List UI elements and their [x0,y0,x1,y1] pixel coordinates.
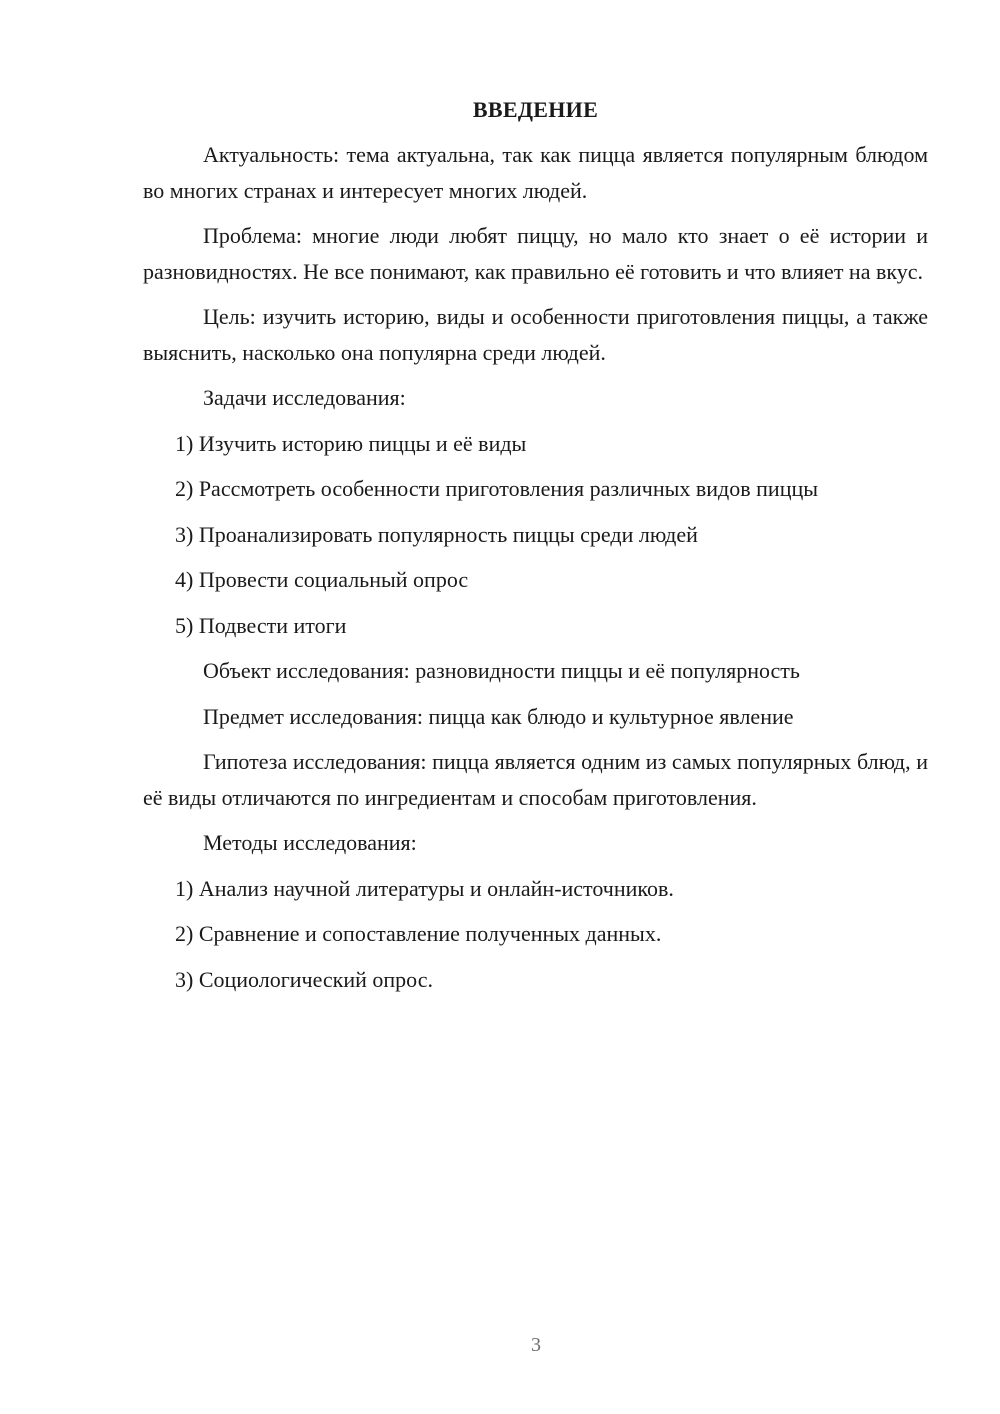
document-body [143,95,928,1007]
section-heading: ВВЕДЕНИЕ [472,97,599,122]
page-number: 3 [531,1334,541,1356]
relevance-paragraph: Актуальность: тема актуальна, так как пицца является популярным блюдом во многих странах и интересует многих людей. [143,142,928,203]
hypothesis-paragraph: Гипотеза исследования: пицца является одним из самых популярных блюд, и её виды отличаются по ингредиентам и способам приготовления. [143,749,928,810]
subject-line: Предмет исследования: пицца как блюдо и культурное явление [203,703,794,729]
method-item-3: 3) Социологический опрос. [175,966,433,992]
task-item-3: 3) Проанализировать популярность пиццы среди людей [175,521,698,547]
goal-paragraph: Цель: изучить историю, виды и особенности приготовления пиццы, а также выяснить, насколько она популярна среди людей. [143,304,928,365]
tasks-title: Задачи исследования: [203,385,406,410]
object-line: Объект исследования: разновидности пиццы и её популярность [203,658,800,683]
task-item-1: 1) Изучить историю пиццы и её виды [175,430,527,456]
task-item-2: 2) Рассмотреть особенности приготовления различных видов пиццы [175,476,819,501]
method-item-1: 1) Анализ научной литературы и онлайн-источников. [175,875,674,901]
task-item-5: 5) Подвести итоги [175,612,347,638]
methods-title: Методы исследования: [203,830,417,855]
problem-paragraph: Проблема: многие люди любят пиццу, но мало кто знает о её истории и разновидностях. Не все понимают, как правильно её готовить и что влияет на вкус. [143,223,928,284]
method-item-2: 2) Сравнение и сопоставление полученных данных. [175,921,662,946]
task-item-4: 4) Провести социальный опрос [175,567,469,592]
